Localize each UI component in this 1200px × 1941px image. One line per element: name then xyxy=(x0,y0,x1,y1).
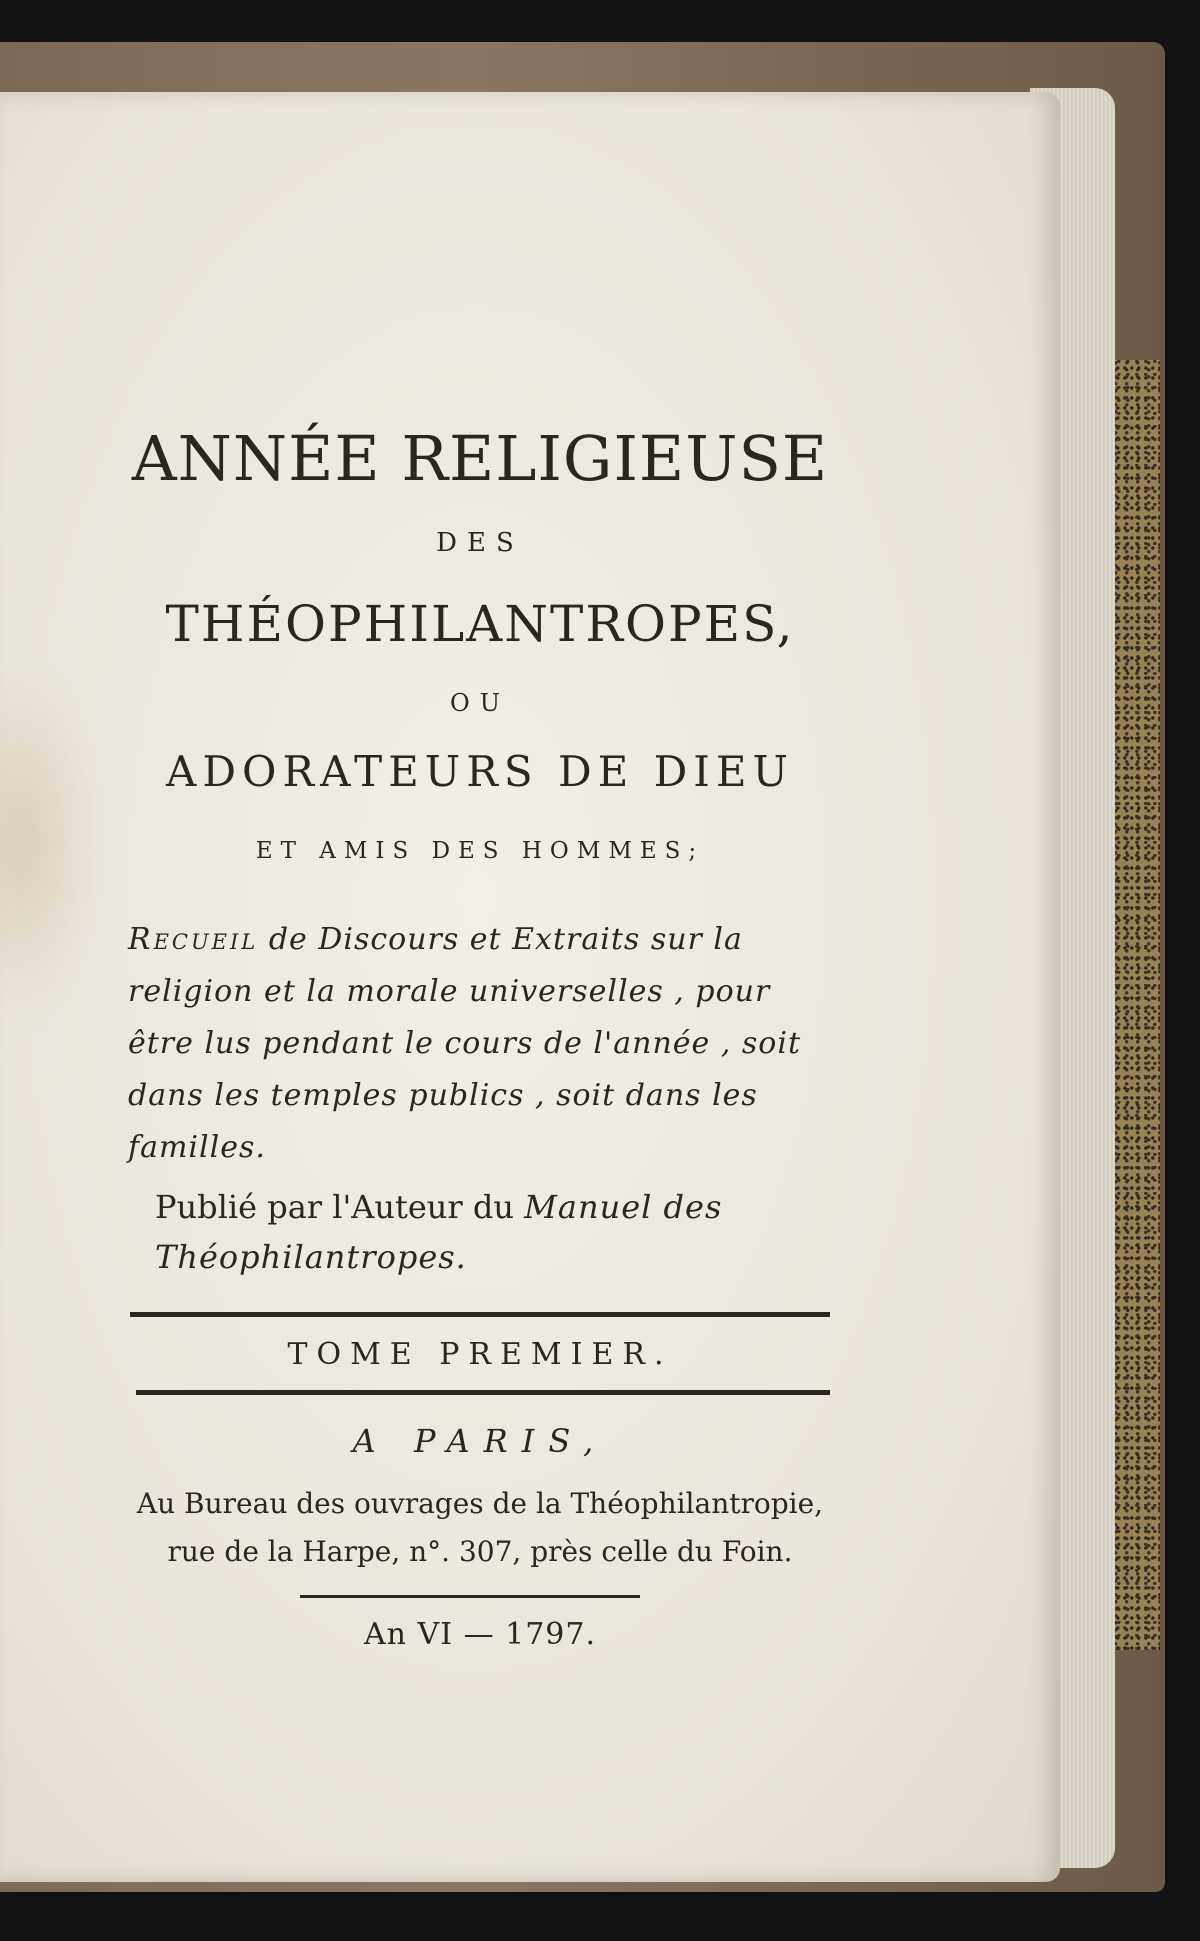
title-theophilantropes: THÉOPHILANTROPES, xyxy=(165,595,795,653)
book-speckled-edge xyxy=(1108,360,1160,1650)
subtitle-text: de Discours et Extraits sur la religion et la morale universelles , pour être lus pendant le cours de l'année , soit dans les temples publics , soit dans les familles. xyxy=(128,922,801,1165)
foxing-stain xyxy=(0,652,110,1032)
subtitle-lead: Recueil xyxy=(128,922,259,957)
divider-rule-middle xyxy=(136,1390,830,1395)
title-amis: ET AMIS DES HOMMES; xyxy=(255,838,705,864)
publisher-note-prefix: Publié par l'Auteur du xyxy=(155,1188,514,1226)
title-page xyxy=(0,92,1060,1882)
divider-rule-top xyxy=(130,1312,830,1317)
publisher-note xyxy=(155,1182,845,1282)
imprint-address-line1: Au Bureau des ouvrages de la Théophilantropie, xyxy=(136,1487,824,1520)
imprint-place: A PARIS, xyxy=(352,1422,608,1460)
main-title: ANNÉE RELIGIEUSE xyxy=(131,422,829,495)
imprint-date: An VI — 1797. xyxy=(364,1617,596,1652)
title-connector-ou: OU xyxy=(450,689,510,717)
subtitle-paragraph xyxy=(128,914,840,1174)
publisher-note-title: Manuel des Théophilantropes. xyxy=(155,1188,723,1276)
title-adorateurs: ADORATEURS DE DIEU xyxy=(166,747,794,796)
divider-rule-bottom xyxy=(300,1595,640,1598)
volume-label: TOME PREMIER. xyxy=(287,1337,673,1372)
title-connector-des: DES xyxy=(436,528,524,558)
imprint-address-line2: rue de la Harpe, n°. 307, près celle du Foin. xyxy=(167,1535,793,1568)
